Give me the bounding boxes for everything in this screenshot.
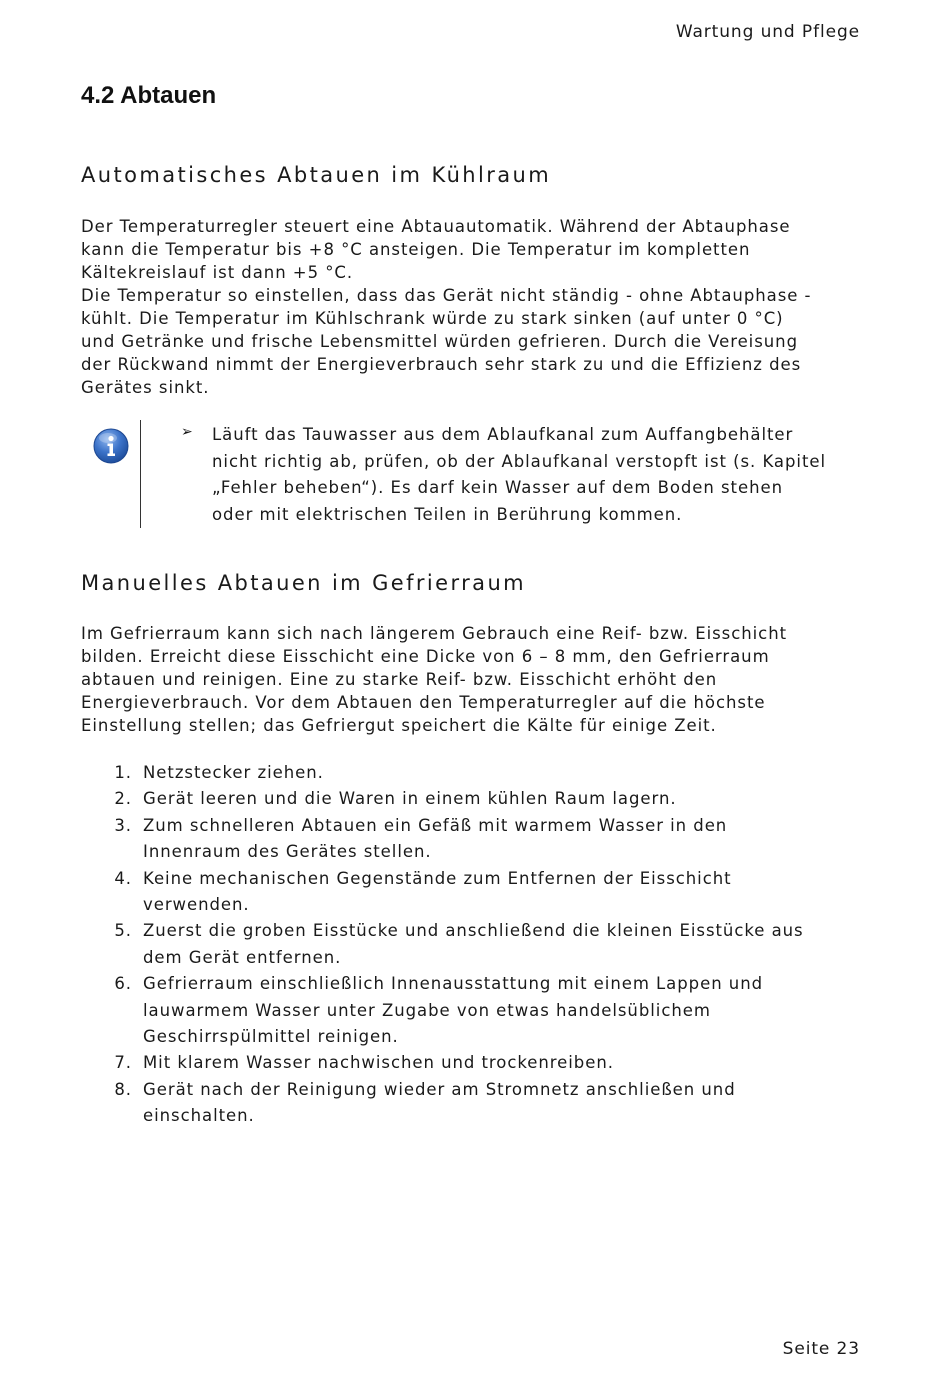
list-item [0, 1077, 843, 1130]
step-text: Gerät nach der Reinigung wieder am Stromnetz anschließen und einschalten. [143, 1079, 736, 1126]
step-text: Zuerst die groben Eisstücke und anschließend die kleinen Eisstücke aus dem Gerät entfernen. [143, 921, 804, 967]
step-text: Keine mechanischen Gegenstände zum Entfernen der Eisschicht verwenden. [143, 868, 732, 915]
note-text: Läuft das Tauwasser aus dem Ablaufkanal zum Auffangbehälter nicht richtig ab, prüfen, ob der Ablaufkanal verstopft ist (s. Kapitel „Fehler beheben“). Es darf kein Wasser auf dem Boden stehen oder mit elektrischen Teilen in Berührung kommen. [212, 425, 827, 524]
arrow-bullet-icon: ➢ [181, 424, 193, 440]
step-number: 3. [114, 815, 132, 835]
step-text: Gefrierraum einschließlich Innenausstattung mit einem Lappen und lauwarmem Wasser unter Zugabe von etwas handelsüblichem Geschirrspülmittel reinigen. [143, 974, 764, 1047]
list-item [0, 918, 843, 971]
step-number: 5. [114, 921, 132, 941]
automatic-defrost-paragraph: Der Temperaturregler steuert eine Abtauautomatik. Während der Abtauphase kann die Temperatur bis +8 °C ansteigen. Die Temperatur im kompletten Kältekreislauf ist dann +5 °C. Die Temperatur so einstellen, dass das Gerät nicht ständig - ohne Abtauphase - kühlt. Die Temperatur im Kühlschrank würde zu stark sinken (auf unter 0 °C) und Getränke und frische Lebensmittel würden gefrieren. Durch die Vereisung der Rückwand nimmt der Energieverbrauch sehr stark zu und die Effizienz des Gerätes sinkt. [81, 217, 812, 397]
subheading-manual-defrost: Manuelles Abtauen im Gefrierraum [81, 571, 527, 595]
manual-defrost-paragraph: Im Gefrierraum kann sich nach längerem Gebrauch eine Reif- bzw. Eisschicht bilden. Erreicht diese Eisschicht eine Dicke von 6 – 8 mm, den Gefrierraum abtauen und reinigen. Eine zu starke Reif- bzw. Eisschicht erhöht den Energieverbrauch. Vor dem Abtauen den Temperaturregler auf die höchste Einstellung stellen; das Gefriergut speichert die Kälte für einige Zeit. [81, 624, 788, 735]
page-number: Seite 23 [782, 1339, 860, 1359]
note-divider [140, 420, 141, 528]
step-number: 2. [114, 789, 132, 809]
list-item [0, 813, 843, 866]
step-text: Zum schnelleren Abtauen ein Gefäß mit warmem Wasser in den Innenraum des Gerätes stellen. [143, 815, 728, 862]
info-note [86, 420, 876, 528]
step-number: 4. [114, 868, 132, 888]
list-item [0, 866, 843, 919]
step-number: 8. [114, 1079, 132, 1099]
step-text: Gerät leeren und die Waren in einem kühlen Raum lagern. [143, 789, 677, 809]
list-item [0, 971, 843, 1050]
running-header: Wartung und Pflege [675, 22, 860, 42]
list-item [0, 760, 843, 786]
step-text: Mit klarem Wasser nachwischen und trockenreiben. [143, 1053, 614, 1073]
step-number: 6. [114, 974, 132, 994]
info-icon [93, 428, 129, 464]
step-number: 7. [114, 1053, 132, 1073]
list-item [0, 1050, 843, 1076]
step-text: Netzstecker ziehen. [143, 763, 324, 782]
section-title: 4.2 Abtauen [81, 82, 217, 109]
step-number: 1. [114, 763, 132, 782]
list-item [0, 786, 843, 812]
defrost-steps-list [0, 760, 843, 1130]
subheading-automatic-defrost: Automatisches Abtauen im Kühlraum [81, 163, 552, 187]
